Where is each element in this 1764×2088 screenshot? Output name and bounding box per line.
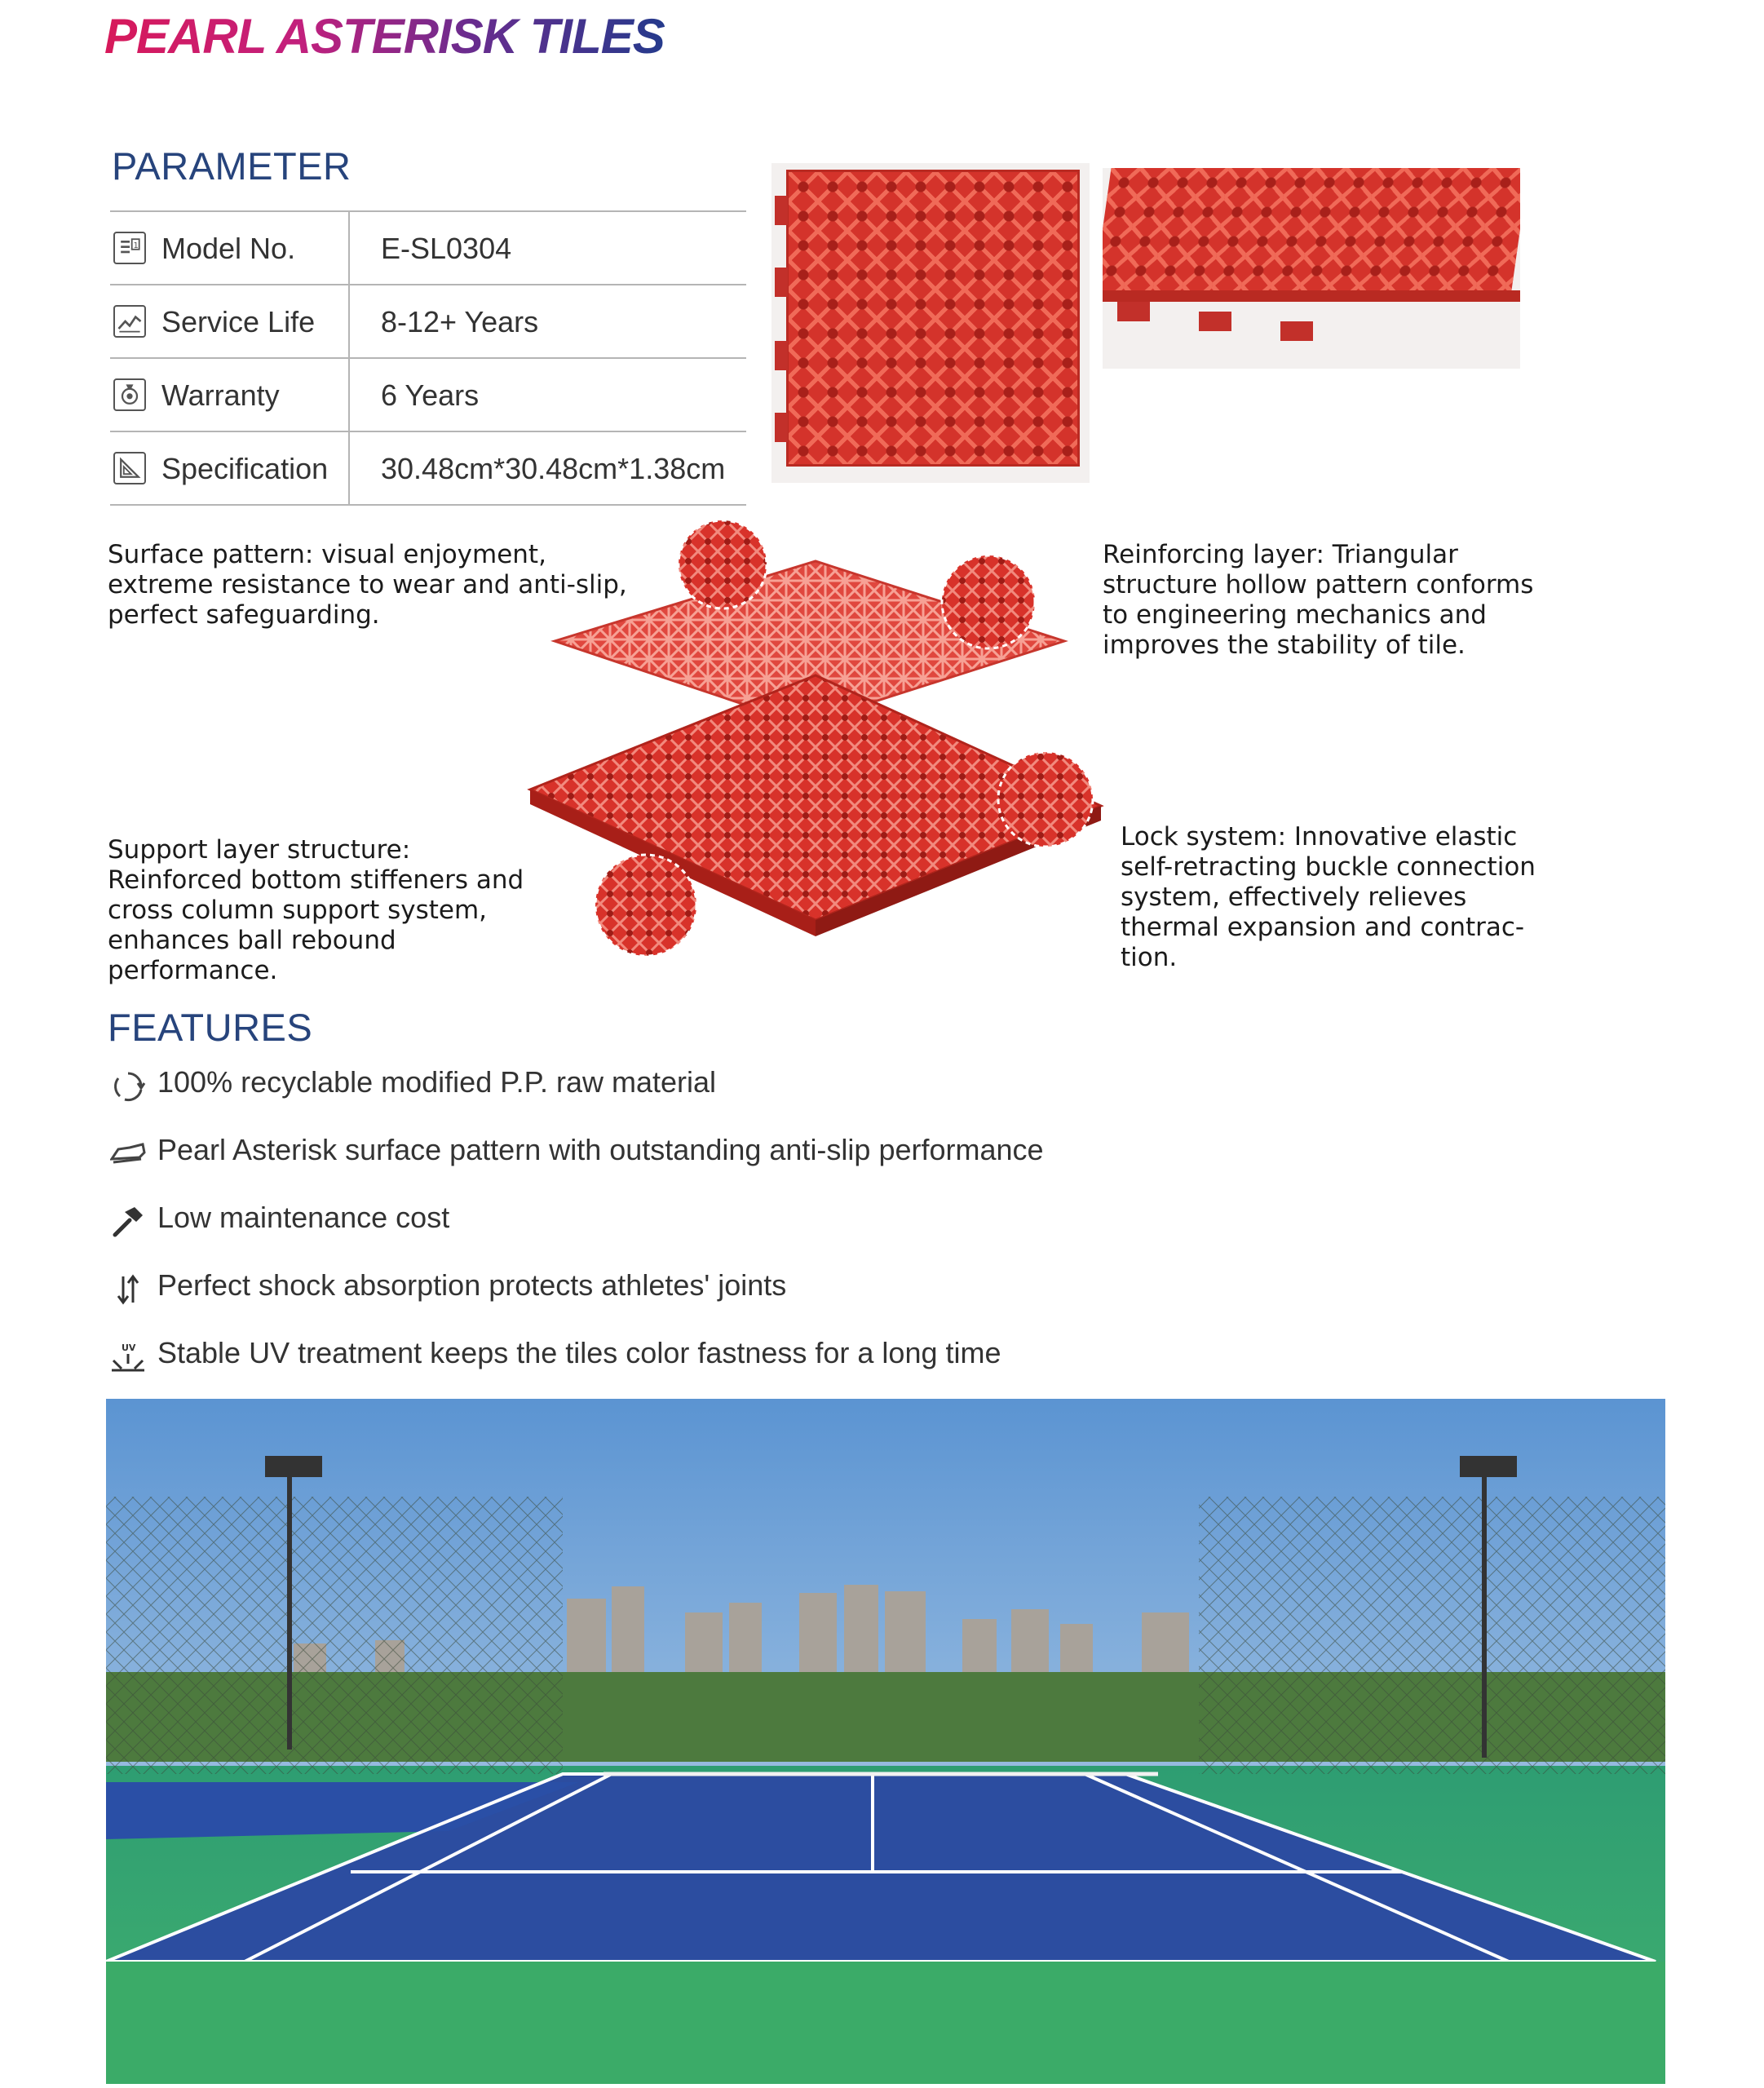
surface-pattern-description: Surface pattern: visual enjoyment, extreme resistance to wear and anti-slip, perfect safeguarding. — [108, 540, 627, 630]
tile-angled-view-photo — [1103, 168, 1520, 369]
reinforcing-layer-description: Reinforcing layer: Triangular structure hollow pattern conforms to engineering mechanics and improves the stability of tile. — [1103, 540, 1534, 660]
hammer-icon — [110, 1204, 146, 1240]
feature-text: Perfect shock absorption protects athletes' joints — [157, 1268, 787, 1302]
service-life-icon — [113, 305, 146, 338]
parameter-label: Warranty — [161, 378, 280, 412]
svg-text:UV: UV — [122, 1343, 136, 1353]
parameter-value: 30.48cm*30.48cm*1.38cm — [381, 452, 726, 485]
model-number-icon — [113, 232, 146, 264]
feature-text: Stable UV treatment keeps the tiles color fastness for a long time — [157, 1336, 1001, 1369]
features-heading: FEATURES — [108, 1006, 313, 1049]
parameter-value: E-SL0304 — [381, 232, 512, 265]
feature-text: Pearl Asterisk surface pattern with outstanding anti-slip performance — [157, 1133, 1044, 1166]
parameter-row-model — [110, 210, 746, 284]
svg-text:1: 1 — [133, 241, 139, 250]
support-layer-description: Support layer structure: Reinforced bottom stiffeners and cross column support system, enhances ball rebound performance. — [108, 835, 524, 985]
parameter-label: Model No. — [161, 232, 296, 265]
parameter-value: 8-12+ Years — [381, 305, 539, 338]
parameter-heading: PARAMETER — [112, 144, 351, 188]
page-title: PEARL ASTERISK TILES — [104, 9, 665, 64]
shock-arrows-icon — [110, 1272, 146, 1307]
parameter-label: Service Life — [161, 305, 316, 338]
parameter-row-warranty — [110, 357, 746, 431]
parameter-row-service-life — [110, 284, 746, 357]
parameter-table — [110, 210, 746, 506]
feature-text: 100% recyclable modified P.P. raw material — [157, 1065, 717, 1099]
lock-system-description: Lock system: Innovative elastic self-retracting buckle connection system, effectively relieves thermal expansion and contrac- tion. — [1121, 822, 1536, 972]
tile-top-view-photo — [771, 163, 1090, 483]
shoe-icon — [110, 1136, 146, 1172]
parameter-row-specification — [110, 431, 746, 506]
parameter-label: Specification — [161, 452, 329, 485]
recycle-icon — [110, 1068, 146, 1104]
parameter-value: 6 Years — [381, 378, 480, 412]
tennis-court-photo — [106, 1399, 1665, 2084]
specification-icon — [113, 452, 146, 484]
warranty-icon — [113, 378, 146, 411]
feature-text: Low maintenance cost — [157, 1201, 450, 1234]
uv-icon — [110, 1339, 146, 1375]
